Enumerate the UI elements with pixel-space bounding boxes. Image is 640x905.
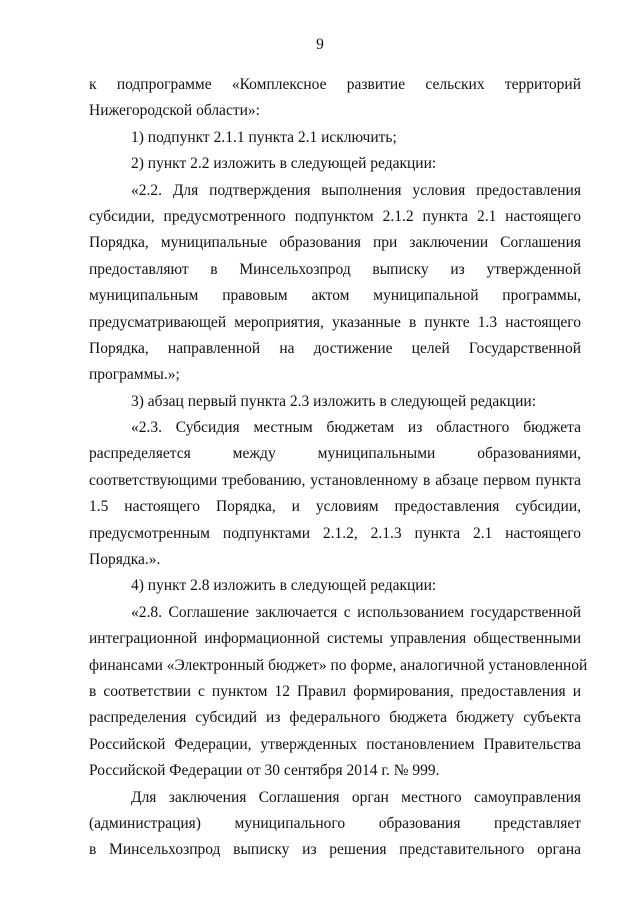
text-line: муниципальным правовым актом муниципальной программы,	[89, 287, 581, 305]
text-line: Для заключения Соглашения орган местного самоуправления	[131, 788, 581, 806]
text-line: 4) пункт 2.8 изложить в следующей редакции:	[131, 577, 437, 595]
text-line: субсидии, предусмотренного подпунктом 2.1.2 пункта 2.1 настоящего	[89, 207, 581, 225]
text-line: предусматривающей мероприятия, указанные в пункте 1.3 настоящего	[89, 313, 581, 331]
text-line: к подпрограмме «Комплексное развитие сельских территорий	[89, 76, 581, 93]
text-line: 2) пункт 2.2 изложить в следующей редакции:	[131, 155, 437, 173]
text-line: Российской Федерации, утвержденных постановлением Правительства	[89, 735, 581, 753]
text-line: «2.8. Соглашение заключается с использованием государственной	[131, 603, 581, 621]
text-line: интеграционной информационной системы управления общественными	[89, 630, 581, 648]
text-line: программы.»;	[89, 366, 180, 384]
text-line: «2.3. Субсидия местным бюджетам из областного бюджета	[131, 419, 581, 437]
text-line: 1) подпункт 2.1.1 пункта 2.1 исключить;	[131, 128, 397, 146]
text-line: финансами «Электронный бюджет» по форме, аналогичной установленной	[89, 656, 588, 674]
text-line: распределения субсидий из федерального бюджета бюджету субъекта	[89, 709, 581, 727]
text-line: «2.2. Для подтверждения выполнения условия предоставления	[131, 181, 581, 199]
text-line: Нижегородской области»:	[89, 102, 260, 120]
document-body	[89, 72, 588, 864]
text-line: Порядка, направленной на достижение целей Государственной	[89, 339, 581, 357]
text-line: Порядка.».	[89, 551, 161, 569]
text-line: предоставляют в Минсельхозпрод выписку из утвержденной	[89, 260, 581, 278]
text-line: в Минсельхозпрод выписку из решения представительного органа	[89, 841, 581, 859]
text-line: в соответствии с пунктом 12 Правил формирования, предоставления и	[89, 682, 581, 700]
text-line: Российской Федерации от 30 сентября 2014 г. № 999.	[89, 762, 440, 780]
text-line: 3) абзац первый пункта 2.3 изложить в следующей редакции:	[131, 392, 537, 410]
text-line: (администрация) муниципального образования представляет	[89, 814, 581, 832]
text-line: соответствующими требованию, установленному в абзаце первом пункта	[89, 471, 581, 489]
text-line: 1.5 настоящего Порядка, и условиям предоставления субсидии,	[89, 498, 581, 516]
text-line: предусмотренным подпунктами 2.1.2, 2.1.3 пункта 2.1 настоящего	[89, 524, 581, 542]
page-number: 9	[316, 36, 324, 53]
text-line: распределяется между муниципальными образованиями,	[89, 445, 581, 463]
text-line: Порядка, муниципальные образования при заключении Соглашения	[89, 234, 581, 252]
